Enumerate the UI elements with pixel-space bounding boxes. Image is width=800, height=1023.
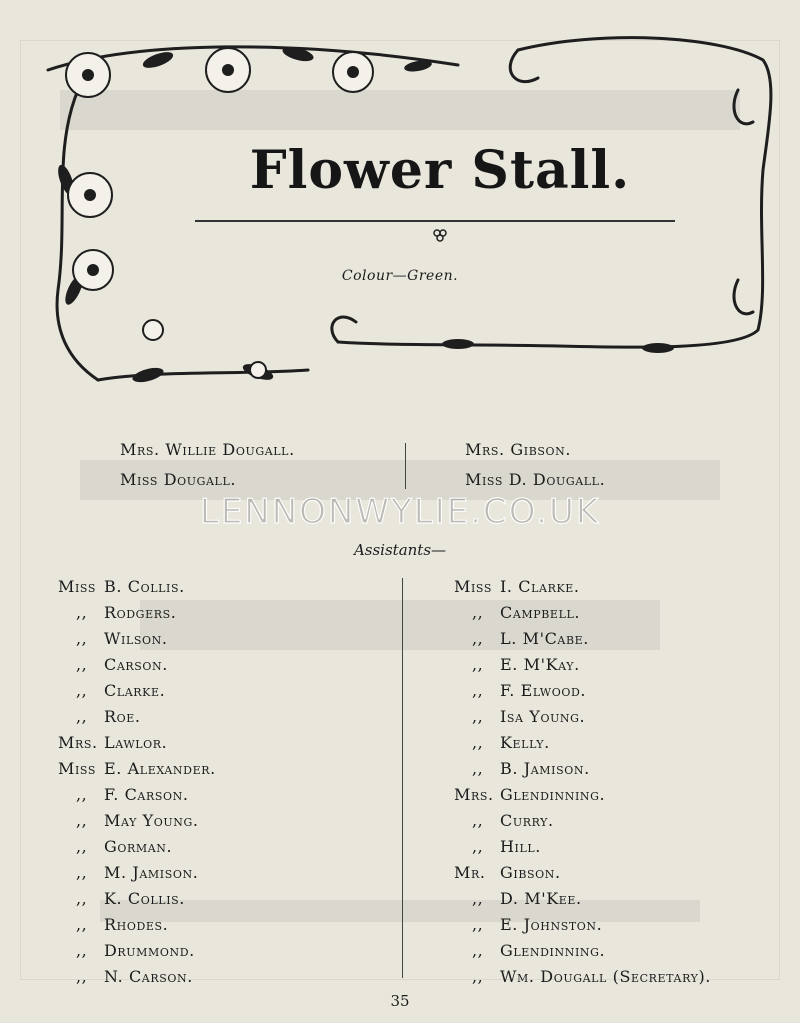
name-prefix: ,, <box>76 629 88 648</box>
list-item <box>454 574 711 600</box>
list-item <box>58 730 216 756</box>
heads-left <box>120 440 295 500</box>
list-item <box>454 886 711 912</box>
list-item <box>58 678 216 704</box>
name-prefix: ,, <box>472 811 484 830</box>
list-item <box>58 938 216 964</box>
list-item <box>58 756 216 782</box>
person-name: B. Collis. <box>104 577 185 596</box>
person-name: Hill. <box>500 837 541 856</box>
name-prefix: ,, <box>472 603 484 622</box>
list-item <box>454 834 711 860</box>
name-prefix: Miss <box>454 577 493 596</box>
person-name: Lawlor. <box>104 733 168 752</box>
name-prefix: ,, <box>76 863 88 882</box>
person-name: Clarke. <box>104 681 166 700</box>
person-name: Curry. <box>500 811 554 830</box>
name-prefix: ,, <box>76 811 88 830</box>
person-name: Campbell. <box>500 603 581 622</box>
title-rule <box>195 220 675 222</box>
list-item <box>454 912 711 938</box>
name-prefix: ,, <box>76 681 88 700</box>
name-prefix: ,, <box>76 655 88 674</box>
name-prefix: ,, <box>472 759 484 778</box>
person-name: B. Jamison. <box>500 759 590 778</box>
list-item <box>58 964 216 990</box>
list-item <box>58 834 216 860</box>
list-item <box>58 860 216 886</box>
list-item <box>454 704 711 730</box>
name-prefix: ,, <box>472 941 484 960</box>
name-prefix: Miss <box>58 577 97 596</box>
name-prefix: ,, <box>472 915 484 934</box>
name-prefix: ,, <box>472 889 484 908</box>
head-left-1: Mrs. Willie Dougall. <box>120 440 295 459</box>
list-item <box>58 574 216 600</box>
assistants-label: Assistants— <box>353 541 447 559</box>
name-prefix: ,, <box>76 785 88 804</box>
list-item <box>58 704 216 730</box>
name-prefix: ,, <box>472 967 484 986</box>
heads-right <box>465 440 605 500</box>
person-name: F. Elwood. <box>500 681 587 700</box>
list-item <box>454 652 711 678</box>
person-name: Wilson. <box>104 629 168 648</box>
person-name: N. Carson. <box>104 967 193 986</box>
person-name: Kelly. <box>500 733 550 752</box>
assistants-left-column <box>58 574 216 990</box>
list-item <box>454 626 711 652</box>
page-title: Flower Stall. <box>249 140 631 201</box>
list-item <box>58 652 216 678</box>
person-name: E. Johnston. <box>500 915 603 934</box>
list-item <box>454 678 711 704</box>
person-name: Glendinning. <box>500 941 606 960</box>
person-name: Gorman. <box>104 837 173 856</box>
person-name: Drummond. <box>104 941 195 960</box>
list-item <box>454 964 711 990</box>
head-left-2: Miss Dougall. <box>120 470 237 489</box>
person-name: K. Collis. <box>104 889 185 908</box>
name-prefix: ,, <box>76 915 88 934</box>
list-item <box>58 886 216 912</box>
name-prefix: ,, <box>472 733 484 752</box>
list-item <box>454 808 711 834</box>
person-name: F. Carson. <box>104 785 189 804</box>
person-name: E. M'Kay. <box>500 655 580 674</box>
list-item <box>58 782 216 808</box>
person-name: Rodgers. <box>104 603 177 622</box>
person-name: E. Alexander. <box>104 759 216 778</box>
list-item <box>58 808 216 834</box>
name-prefix: ,, <box>472 707 484 726</box>
page-number: 35 <box>390 992 410 1010</box>
assistants-divider <box>402 578 403 978</box>
name-prefix: ,, <box>76 889 88 908</box>
list-item <box>58 600 216 626</box>
person-name: Isa Young. <box>500 707 586 726</box>
name-prefix: Mrs. <box>58 733 98 752</box>
person-name: Rhodes. <box>104 915 169 934</box>
name-prefix: ,, <box>472 837 484 856</box>
list-item <box>454 860 711 886</box>
trefoil-ornament <box>432 229 448 243</box>
list-item <box>454 938 711 964</box>
name-prefix: Miss <box>58 759 97 778</box>
name-prefix: ,, <box>76 837 88 856</box>
name-prefix: ,, <box>76 707 88 726</box>
person-name: Wm. Dougall (Secretary). <box>500 967 711 986</box>
person-name: I. Clarke. <box>500 577 580 596</box>
person-name: Gibson. <box>500 863 561 882</box>
person-name: L. M'Cabe. <box>500 629 589 648</box>
person-name: Carson. <box>104 655 168 674</box>
name-prefix: ,, <box>76 603 88 622</box>
colour-line: Colour—Green. <box>341 268 459 284</box>
name-prefix: ,, <box>472 681 484 700</box>
name-prefix: ,, <box>472 655 484 674</box>
name-prefix: ,, <box>472 629 484 648</box>
list-item <box>58 912 216 938</box>
name-prefix: Mr. <box>454 863 486 882</box>
list-item <box>454 782 711 808</box>
person-name: M. Jamison. <box>104 863 199 882</box>
name-prefix: Mrs. <box>454 785 494 804</box>
list-item <box>454 600 711 626</box>
person-name: May Young. <box>104 811 199 830</box>
name-prefix: ,, <box>76 967 88 986</box>
person-name: D. M'Kee. <box>500 889 582 908</box>
list-item <box>454 730 711 756</box>
watermark: LENNONWYLIE.CO.UK <box>199 492 601 532</box>
person-name: Roe. <box>104 707 141 726</box>
heads-divider <box>405 443 406 489</box>
head-right-1: Mrs. Gibson. <box>465 440 572 459</box>
assistants-right-column <box>454 574 711 990</box>
list-item <box>58 626 216 652</box>
name-prefix: ,, <box>76 941 88 960</box>
person-name: Glendinning. <box>500 785 606 804</box>
list-item <box>454 756 711 782</box>
head-right-2: Miss D. Dougall. <box>465 470 606 489</box>
